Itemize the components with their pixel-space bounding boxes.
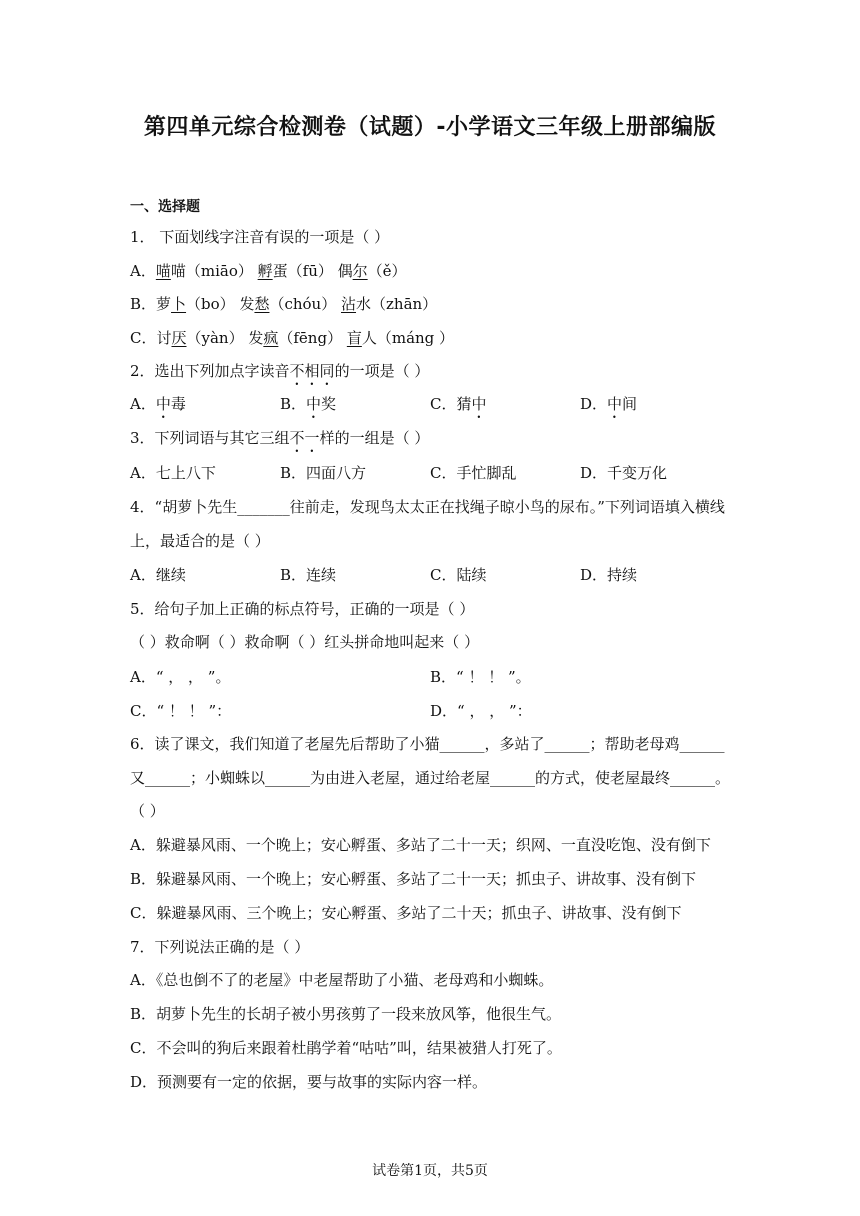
underlined-char: 疯 bbox=[263, 329, 279, 347]
underlined-char: 卜 bbox=[171, 295, 187, 313]
question-6-option-a: A．躲避暴风雨、一个晚上；安心孵蛋、多站了二十一天；织网、一直没吃饱、没有倒下 bbox=[130, 836, 711, 854]
option-text: 喵（miāo） bbox=[170, 262, 258, 280]
dotted-text: 不一 bbox=[289, 429, 320, 447]
question-3-option-a: A．七上八下 bbox=[130, 464, 216, 482]
stem-text: 2．选出下列加点字读音 bbox=[130, 362, 290, 380]
question-1-option-c bbox=[130, 327, 454, 348]
stem-text: 的一项是（ ） bbox=[334, 362, 430, 380]
question-7-stem: 7．下列说法正确的是（ ） bbox=[130, 938, 310, 956]
option-label: B． bbox=[280, 395, 307, 413]
question-3-option-b: B．四面八方 bbox=[280, 464, 367, 482]
page-footer: 试卷第1页，共5页 bbox=[372, 1163, 488, 1179]
option-text: 奖 bbox=[321, 395, 337, 413]
question-4-option-a: A．继续 bbox=[130, 566, 186, 584]
dotted-text: 不相同 bbox=[289, 362, 335, 380]
stem-text: 样的一组是（ ） bbox=[319, 429, 430, 447]
question-5-option-b: B．“ ！ ！ ”。 bbox=[430, 668, 531, 686]
question-5-option-c: C．“ ！ ！ ”： bbox=[130, 702, 232, 720]
question-2-option-c bbox=[430, 393, 487, 422]
question-4-option-b: B．连续 bbox=[280, 566, 337, 584]
question-2-option-d bbox=[580, 393, 637, 422]
option-text: 蛋（fū） 偶 bbox=[272, 262, 353, 280]
section-heading: 一、选择题 bbox=[130, 199, 200, 215]
option-text: （yàn） 发 bbox=[186, 329, 264, 347]
question-7-option-a: A．《总也倒不了的老屋》中老屋帮助了小猫、老母鸡和小蜘蛛。 bbox=[130, 971, 554, 989]
question-3-option-c: C．手忙脚乱 bbox=[430, 464, 517, 482]
question-4-option-c: C．陆续 bbox=[430, 566, 487, 584]
option-text: （bo） 发 bbox=[186, 295, 255, 313]
option-text: （chóu） bbox=[269, 295, 341, 313]
dotted-char: 中 bbox=[306, 395, 322, 413]
underlined-char: 沾 bbox=[341, 295, 357, 313]
question-6-stem-line-1: 6．读了课文，我们知道了老屋先后帮助了小猫______，多站了______；帮助老母鸡______ bbox=[130, 735, 725, 753]
question-1-stem: 1． 下面划线字注音有误的一项是（ ） bbox=[130, 228, 390, 246]
option-text: （ě） bbox=[367, 262, 407, 280]
question-6-stem-line-2: 又______；小蜘蛛以______为由进入老屋，通过给老屋______的方式，使老屋最终______。 bbox=[130, 769, 731, 787]
question-2-stem bbox=[130, 360, 429, 389]
option-text: 水（zhān） bbox=[356, 295, 438, 313]
option-text: C．讨 bbox=[130, 329, 172, 347]
dotted-char: 中 bbox=[155, 395, 171, 413]
question-4-stem-line-2: 上，最适合的是（ ） bbox=[130, 532, 270, 550]
question-5-sentence: （ ）救命啊（ ）救命啊（ ）红头拼命地叫起来（ ） bbox=[130, 633, 480, 651]
question-1-option-b bbox=[130, 293, 437, 314]
underlined-char: 喵 bbox=[155, 262, 171, 280]
option-label: A． bbox=[130, 395, 156, 413]
question-3-stem bbox=[130, 427, 429, 456]
dotted-char: 中 bbox=[471, 395, 487, 413]
stem-text: 3．下列词语与其它三组 bbox=[130, 429, 290, 447]
option-text: 间 bbox=[622, 395, 638, 413]
underlined-char: 尔 bbox=[352, 262, 368, 280]
option-text: （fēng） bbox=[278, 329, 347, 347]
question-3-option-d: D．千变万化 bbox=[580, 464, 668, 482]
question-1-option-a bbox=[130, 260, 407, 281]
option-label: D． bbox=[580, 395, 608, 413]
question-4-option-d: D．持续 bbox=[580, 566, 638, 584]
question-2-option-a bbox=[130, 393, 186, 422]
option-text: B．萝 bbox=[130, 295, 172, 313]
option-label: A． bbox=[130, 262, 156, 280]
underlined-char: 孵 bbox=[257, 262, 273, 280]
question-5-option-a: A．“ ， ， ”。 bbox=[130, 668, 231, 686]
question-7-option-c: C．不会叫的狗后来跟着杜鹃学着“咕咕”叫，结果被猎人打死了。 bbox=[130, 1039, 562, 1057]
question-5-option-d: D．“ ， ， ”： bbox=[430, 702, 532, 720]
question-7-option-d: D．预测要有一定的依据，要与故事的实际内容一样。 bbox=[130, 1073, 488, 1091]
question-6-option-c: C．躲避暴风雨、三个晚上；安心孵蛋、多站了二十天；抓虫子、讲故事、没有倒下 bbox=[130, 904, 682, 922]
underlined-char: 盲 bbox=[346, 329, 362, 347]
question-7-option-b: B．胡萝卜先生的长胡子被小男孩剪了一段来放风筝，他很生气。 bbox=[130, 1005, 562, 1023]
page-title: 第四单元综合检测卷（试题）-小学语文三年级上册部编版 bbox=[143, 115, 717, 140]
question-4-stem-line-1: 4．“胡萝卜先生_______往前走，发现鸟太太正在找绳子晾小鸟的尿布。”下列词语填入横线 bbox=[130, 498, 725, 516]
underlined-char: 厌 bbox=[171, 329, 187, 347]
option-text: 人（máng ） bbox=[361, 329, 455, 347]
option-text: 毒 bbox=[170, 395, 186, 413]
option-label: C．猜 bbox=[430, 395, 472, 413]
question-6-option-b: B．躲避暴风雨、一个晚上；安心孵蛋、多站了二十一天；抓虫子、讲故事、没有倒下 bbox=[130, 870, 697, 888]
dotted-char: 中 bbox=[607, 395, 623, 413]
question-2-option-b bbox=[280, 393, 336, 422]
question-6-answer-bracket: （ ） bbox=[130, 802, 165, 820]
underlined-char: 愁 bbox=[254, 295, 270, 313]
question-5-stem: 5．给句子加上正确的标点符号，正确的一项是（ ） bbox=[130, 600, 475, 618]
